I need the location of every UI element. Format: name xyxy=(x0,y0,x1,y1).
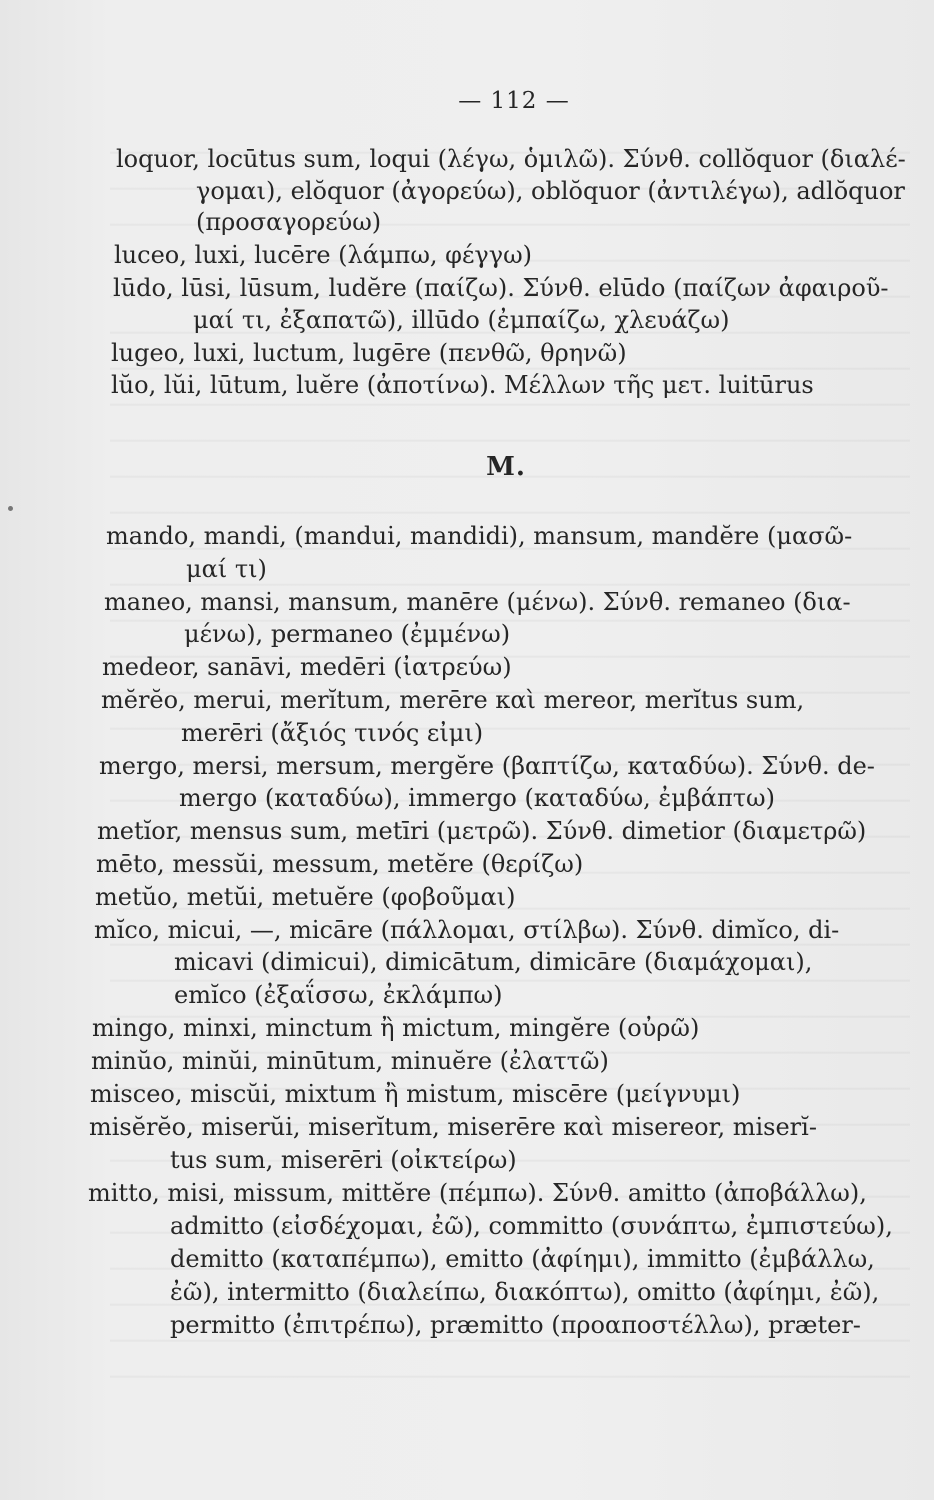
entry-line: misceo, miscŭi, mixtum ἢ mistum, miscēre (μείγνυμι) xyxy=(90,1080,741,1108)
entry-line: lŭo, lŭi, lūtum, luĕre (ἀποτίνω). Μέλλων τῆς μετ. luitūrus xyxy=(111,371,814,399)
entry-line: ἐῶ), intermitto (διαλείπω, διακόπτω), omitto (ἀφίημι, ἐῶ), xyxy=(170,1278,880,1306)
entry-line: metĭor, mensus sum, metīri (μετρῶ). Σύνθ. dimetior (διαμετρῶ) xyxy=(97,817,867,845)
entry-line: mĭco, micui, —, micāre (πάλλομαι, στίλβω). Σύνθ. dimĭco, di- xyxy=(94,916,840,944)
entry-line: emĭco (ἐξαΐσσω, ἐκλάμπω) xyxy=(174,981,503,1009)
entry-line: mēto, messŭi, messum, metĕre (θερίζω) xyxy=(96,850,584,878)
entry-line: mergo (καταδύω), immergo (καταδύω, ἐμβάπτω) xyxy=(179,784,775,812)
section-heading: M. xyxy=(486,452,526,482)
entry-line: mingo, minxi, minctum ἢ mictum, mingĕre (οὐρῶ) xyxy=(92,1014,700,1042)
entry-line: loquor, locūtus sum, loqui (λέγω, ὁμιλῶ). Σύνθ. collŏquor (διαλέ- xyxy=(116,145,906,173)
entry-line: tus sum, miserēri (οἰκτείρω) xyxy=(170,1146,517,1174)
entry-line: mando, mandi, (mandui, mandidi), mansum, mandĕre (μασῶ- xyxy=(106,522,853,550)
entry-line: γομαι), elŏquor (ἀγορεύω), oblŏquor (ἀντιλέγω), adlŏquor xyxy=(196,177,905,205)
entry-line: demitto (καταπέμπω), emitto (ἀφίημι), immitto (ἐμβάλλω, xyxy=(170,1245,875,1273)
entry-line: metŭo, metŭi, metuĕre (φοβοῦμαι) xyxy=(95,883,516,911)
entry-line: lugeo, luxi, luctum, lugēre (πενθῶ, θρηνῶ) xyxy=(111,339,627,367)
entry-line: misĕrĕo, miserŭi, miserĭtum, miserēre καὶ misereor, miserĭ- xyxy=(89,1113,817,1141)
entry-line: admitto (εἰσδέχομαι, ἐῶ), committo (συνάπτω, ἐμπιστεύω), xyxy=(170,1212,893,1240)
entry-line: permitto (ἐπιτρέπω), præmitto (προαποστέλλω), præter- xyxy=(170,1311,861,1339)
entry-line: μαί τι, ἐξαπατῶ), illūdo (ἐμπαίζω, χλευάζω) xyxy=(193,306,730,334)
entry-line: maneo, mansi, mansum, manēre (μένω). Σύνθ. remaneo (δια- xyxy=(104,588,851,616)
entry-line: micavi (dimicui), dimicātum, dimicāre (διαμάχομαι), xyxy=(174,948,813,976)
margin-mark xyxy=(8,506,13,511)
entry-line: mĕrĕo, merui, merĭtum, merēre καὶ mereor, merĭtus sum, xyxy=(101,686,805,714)
entry-line: lūdo, lūsi, lūsum, ludĕre (παίζω). Σύνθ. elūdo (παίζων ἀφαιροῦ- xyxy=(113,274,889,302)
entry-line: mergo, mersi, mersum, mergĕre (βαπτίζω, καταδύω). Σύνθ. de- xyxy=(99,752,875,780)
entry-line: μένω), permaneo (ἐμμένω) xyxy=(184,620,511,648)
entry-line: medeor, sanāvi, medēri (ἰατρεύω) xyxy=(102,653,512,681)
entry-line: (προσαγορεύω) xyxy=(196,208,382,236)
entry-line: mitto, misi, missum, mittĕre (πέμπω). Σύνθ. amitto (ἀποβάλλω), xyxy=(88,1179,867,1207)
entry-line: μαί τι) xyxy=(186,555,267,583)
page-number: — 112 — xyxy=(458,88,570,114)
entry-line: merēri (ἄξιός τινός εἰμι) xyxy=(181,719,484,747)
entry-line: luceo, luxi, lucēre (λάμπω, φέγγω) xyxy=(114,241,533,269)
entry-line: minŭo, minŭi, minūtum, minuĕre (ἐλαττῶ) xyxy=(91,1047,609,1075)
